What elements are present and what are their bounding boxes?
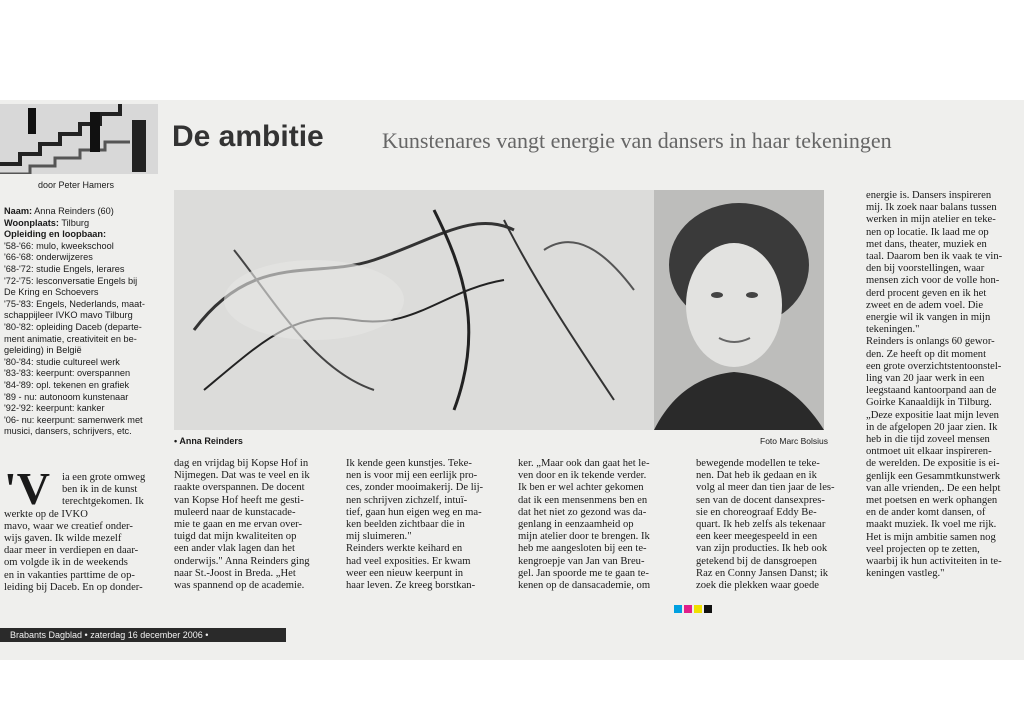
profile-value: '80-'84: studie cultureel werk <box>4 356 120 367</box>
profile-line <box>4 206 166 218</box>
article-line: Ik ben er wel achter gekomen <box>518 482 644 494</box>
profile-value: geleiding) in België <box>4 345 82 356</box>
profile-value: schappijleer IVKO mavo Tilburg <box>4 310 133 321</box>
article-line: zoek die plekken waar goede <box>696 580 819 592</box>
profile-value: ment animatie, creativiteit en be- <box>4 333 137 344</box>
profile-line <box>4 392 166 404</box>
profile-value: '72-'75: lesconversatie Engels bij <box>4 275 138 286</box>
profile-value: '83-'83: keerpunt: overspannen <box>4 368 131 379</box>
article-line: ces, zonder mooimakerij. De lij- <box>346 482 484 494</box>
photo-caption: • Anna Reinders <box>174 436 243 446</box>
article-line: met poetsen en werk ophangen <box>866 495 998 507</box>
article-column-4 <box>518 458 680 592</box>
profile-value: musici, dansers, schrijvers, etc. <box>4 426 132 437</box>
article-line: genlijk een Gesammtkunstwerk <box>866 470 1001 482</box>
profile-value: '68-'72: studie Engels, lerares <box>4 263 125 274</box>
drop-cap: 'V <box>4 463 50 514</box>
profile-line <box>4 241 166 253</box>
photo-artwork-and-portrait <box>174 190 824 430</box>
article-line: bewegende modellen te teke- <box>696 458 820 469</box>
article-line: nen is voor mij een eerlijk pro- <box>346 470 478 482</box>
article-line: Ik kende geen kunstjes. Teke- <box>346 458 472 469</box>
article-line: was spannend op de academie. <box>174 580 305 592</box>
article-line: sen van de docent dansexpres- <box>696 494 825 506</box>
article-column-2 <box>174 458 336 592</box>
article-line: ia een grote omweg <box>62 472 146 483</box>
article-line: veel projecten op te zetten, <box>866 543 980 555</box>
profile-box <box>4 206 166 438</box>
article-line: terechtgekomen. Ik <box>62 496 144 508</box>
article-line: haar leven. Ze kreeg borstkan- <box>346 580 476 592</box>
article-line: een ander vlak lagen dan het <box>174 543 295 555</box>
profile-line <box>4 415 166 427</box>
article-line: Goirke Kanaaldijk in Tilburg. <box>866 397 992 409</box>
article-line: tuigd dat mijn kwaliteiten op <box>174 531 297 543</box>
article-line: de werelden. De expositie is ei- <box>866 458 1000 470</box>
article-line: Reinders werkte keihard en <box>346 543 463 555</box>
article-line: had veel exposities. Er kwam <box>346 555 471 567</box>
article-line: sie en choreograaf Eddy Be- <box>696 506 817 518</box>
article-line: dat ik een mensenmens ben en <box>518 494 648 506</box>
article-line: leegstaand kantoorpand aan de <box>866 385 997 397</box>
profile-line <box>4 357 166 369</box>
article-line: raakte overspannen. De docent <box>174 482 305 494</box>
profile-line <box>4 218 166 230</box>
header-photo-stairs <box>0 104 158 174</box>
profile-line <box>4 276 166 288</box>
article-line: met dans, theater, muziek en <box>866 238 987 250</box>
article-line: ven door en ik tekende verder. <box>518 470 647 482</box>
profile-line <box>4 403 166 415</box>
profile-line <box>4 287 166 299</box>
article-line: volg al meer dan tien jaar de les- <box>696 482 835 494</box>
article-line: heb in die tijd zoveel mensen <box>866 434 990 446</box>
article-line: ling van 20 jaar werk in een <box>866 373 985 385</box>
article-line: onderwijs." Anna Reinders ging <box>174 555 310 567</box>
color-swatch <box>704 605 712 613</box>
article-line: mij. Ik zoek naar balans tussen <box>866 202 997 214</box>
article-line: en de ander komt dansen, of <box>866 507 986 519</box>
article-line: nen. Dat heb ik gedaan en ik <box>696 470 817 482</box>
article-line: „Deze expositie laat mijn leven <box>866 409 999 421</box>
article-line: van Kopse Hof heeft me gesti- <box>174 494 304 506</box>
profile-value: '75-'83: Engels, Nederlands, maat- <box>4 298 145 309</box>
article-line: in de afgelopen 20 jaar zien. Ik <box>866 421 998 433</box>
profile-value: Tilburg <box>58 217 90 228</box>
profile-value: Anna Reinders (60) <box>32 206 114 216</box>
color-swatch <box>674 605 682 613</box>
article-line: kenen op de dansacademie, om <box>518 580 651 592</box>
article-line: den bij voorstellingen, waar <box>866 263 985 275</box>
profile-value: '06- nu: keerpunt: samenwerk met <box>4 414 143 425</box>
newspaper-clipping <box>0 100 1024 660</box>
profile-value: '66-'68: onderwijzeres <box>4 252 93 263</box>
article-line: mensen zich voor de volle hon- <box>866 275 1000 287</box>
profile-line <box>4 426 166 438</box>
article-line: muleerd naar de kunstacade- <box>174 506 296 518</box>
print-color-bar <box>674 600 714 618</box>
article-line: en in vakanties parttime de op- <box>4 569 135 581</box>
profile-line <box>4 334 166 346</box>
article-line: tekeningen." <box>866 324 920 336</box>
byline: door Peter Hamers <box>38 180 115 190</box>
article-line: keningen vastleg." <box>866 568 945 580</box>
article-line: wijs gaven. Ik wilde mezelf <box>4 533 122 545</box>
profile-line <box>4 380 166 392</box>
color-swatch <box>684 605 692 613</box>
profile-value: '84-'89: opl. tekenen en grafiek <box>4 379 130 390</box>
profile-line <box>4 310 166 322</box>
profile-line <box>4 368 166 380</box>
article-line: om volgde ik in de weekends <box>4 557 128 569</box>
article-line: tief, gaan hun eigen weg en ma- <box>346 506 482 518</box>
article-line: maakt muziek. Ik voel me rijk. <box>866 519 997 531</box>
article-line: mavo, waar we creatief onder- <box>4 520 133 532</box>
article-line: mij sluimeren." <box>346 531 412 543</box>
article-line: ben ik in de kunst <box>62 484 138 496</box>
article-line: quart. Ik heb zelfs als tekenaar <box>696 519 826 531</box>
article-line: Reinders is onlangs 60 gewor- <box>866 336 995 348</box>
article-line: een keer meegespeeld in een <box>696 531 818 543</box>
article-line: heb me aangesloten bij een te- <box>518 543 647 555</box>
article-line: den. Ze heeft op dit moment <box>866 348 987 360</box>
article-line: ker. „Maar ook dan gaat het le- <box>518 458 650 469</box>
article-line: ontmoet uit elkaar inspireren- <box>866 446 992 458</box>
article-line: mijn atelier door te brengen. Ik <box>518 531 650 543</box>
article-line: kengroepje van Jan van Breu- <box>518 555 645 567</box>
article-column-5 <box>696 458 856 592</box>
article-line: werkte op de IVKO <box>4 508 88 520</box>
article-line: zweet en de adem voel. Die <box>866 299 984 311</box>
article-column-1 <box>4 463 166 594</box>
article-line: van alle vrienden,. De een helpt <box>866 482 1001 494</box>
article-line: Raz en Conny Jansen Danst; ik <box>696 567 829 579</box>
profile-line <box>4 264 166 276</box>
profile-value: '89 - nu: autonoom kunstenaar <box>4 391 129 402</box>
article-line: genlang in eenzaamheid op <box>518 519 634 531</box>
article-line: derd procent geven en ik het <box>866 287 987 299</box>
article-line: Het is mijn ambitie samen nog <box>866 531 996 543</box>
article-line: leiding bij Daceb. En op donder- <box>4 581 143 593</box>
profile-line <box>4 299 166 311</box>
article-column-3 <box>346 458 508 592</box>
profile-value: '80-'82: opleiding Daceb (departe- <box>4 321 142 332</box>
article-line: mie te gaan en me ervan over- <box>174 519 303 531</box>
article-line: van zijn producties. Ik heb ook <box>696 543 828 555</box>
article-line: Nijmegen. Dat was te veel en ik <box>174 470 310 482</box>
profile-line <box>4 229 166 241</box>
article-line: ken beelden zichtbaar die in <box>346 519 465 531</box>
profile-line <box>4 252 166 264</box>
article-line: weer een nieuw keerpunt in <box>346 567 464 579</box>
photo-credit: Foto Marc Bolsius <box>760 436 829 446</box>
article-line: naar St.-Joost in Breda. „Het <box>174 567 296 579</box>
article-line: werken in mijn atelier en teke- <box>866 214 996 226</box>
article-line: dag en vrijdag bij Kopse Hof in <box>174 458 309 469</box>
color-swatch <box>694 605 702 613</box>
article-line: daar meer in verdiepen en daar- <box>4 545 139 557</box>
article-line: nen schrijven zichzelf, intuï- <box>346 494 468 506</box>
profile-value: De Kring en Schoevers <box>4 287 99 298</box>
profile-line <box>4 345 166 357</box>
article-line: gel. Jan spoorde me te gaan te- <box>518 567 649 579</box>
article-line: getekend bij de dansgroepen <box>696 555 817 567</box>
article-line: waarbij ik hun activiteiten in te- <box>866 556 1002 568</box>
profile-value: '58-'66: mulo, kweekschool <box>4 240 114 251</box>
article-line: energie is. Dansers inspireren <box>866 190 992 201</box>
article-column-6 <box>866 190 1024 581</box>
newspaper-footer: Brabants Dagblad • zaterdag 16 december 2006 • <box>0 628 286 642</box>
profile-value: '92-'92: keerpunt: kanker <box>4 403 105 414</box>
profile-label: Naam: <box>4 206 33 216</box>
article-line: taal. Daarom ben ik vaak te vin- <box>866 251 1003 263</box>
article-line: energie wil ik vangen in mijn <box>866 312 991 324</box>
article-line: een grote overzichtstentoonstel- <box>866 360 1002 372</box>
article-subtitle: Kunstenares vangt energie van dansers in haar tekeningen <box>382 128 892 153</box>
profile-line <box>4 322 166 334</box>
article-line: nen op locatie. Ik laad me op <box>866 226 989 238</box>
profile-label: Opleiding en loopbaan: <box>4 229 107 240</box>
article-title: De ambitie <box>172 120 324 153</box>
profile-label: Woonplaats: <box>4 217 59 228</box>
article-line: dat het niet zo gezond was da- <box>518 506 647 518</box>
